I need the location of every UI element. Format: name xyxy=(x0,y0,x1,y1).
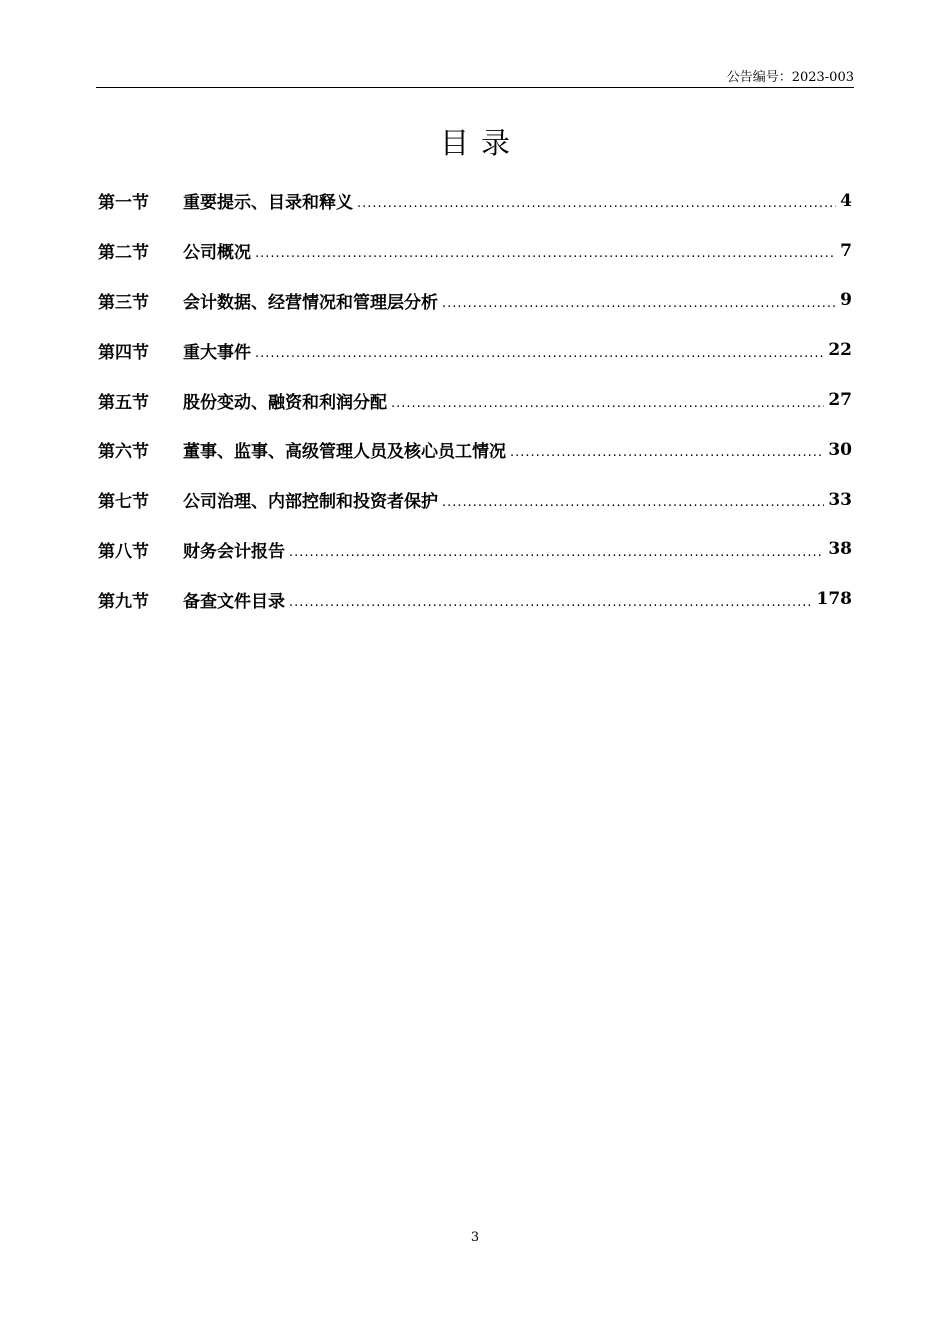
toc-entry-1[interactable] xyxy=(98,176,852,226)
toc-page-number: 4 xyxy=(840,190,852,211)
page-title: 目录 xyxy=(439,126,522,160)
toc-section: 第四节 xyxy=(98,342,149,363)
toc-page-number: 33 xyxy=(828,489,852,510)
toc-leader xyxy=(289,590,813,609)
toc-entry-8[interactable] xyxy=(98,525,852,575)
toc-section: 第三节 xyxy=(98,292,149,313)
toc-title: 董事、监事、高级管理人员及核心员工情况 xyxy=(183,442,506,463)
toc-entry-3[interactable] xyxy=(98,276,852,326)
toc-title: 会计数据、经营情况和管理层分析 xyxy=(183,292,438,313)
toc-page-number: 178 xyxy=(816,589,852,610)
toc-entry-7[interactable] xyxy=(98,475,852,525)
toc-title: 财务会计报告 xyxy=(183,541,285,562)
toc-leader xyxy=(391,391,824,410)
toc-page-number: 7 xyxy=(840,240,852,261)
toc-entry-9[interactable] xyxy=(98,574,852,624)
toc-section: 第七节 xyxy=(98,492,149,513)
toc-section: 第一节 xyxy=(98,193,149,214)
toc-page-number: 38 xyxy=(828,539,852,560)
toc-entry-5[interactable] xyxy=(98,375,852,425)
toc-page-number: 9 xyxy=(840,290,852,311)
toc-title: 股份变动、融资和利润分配 xyxy=(183,392,387,413)
toc-entry-6[interactable] xyxy=(98,425,852,475)
toc-page-number: 30 xyxy=(828,439,852,460)
toc-title: 公司治理、内部控制和投资者保护 xyxy=(183,492,438,513)
toc-entry-2[interactable] xyxy=(98,226,852,276)
toc-section: 第二节 xyxy=(98,243,149,264)
toc-entry-4[interactable] xyxy=(98,325,852,375)
toc-leader xyxy=(289,540,824,559)
announcement-number: 公告编号：2023-003 xyxy=(726,70,854,85)
table-of-contents xyxy=(98,176,852,624)
toc-leader xyxy=(510,440,824,459)
page-header xyxy=(96,66,854,88)
toc-section: 第六节 xyxy=(98,442,149,463)
toc-section: 第五节 xyxy=(98,392,149,413)
toc-leader xyxy=(442,490,824,509)
toc-page-number: 27 xyxy=(828,390,852,411)
toc-title: 公司概况 xyxy=(183,243,251,264)
toc-leader xyxy=(442,291,836,310)
toc-title: 重要提示、目录和释义 xyxy=(183,193,353,214)
toc-title: 备查文件目录 xyxy=(183,591,285,612)
toc-section: 第九节 xyxy=(98,591,149,612)
toc-leader xyxy=(357,191,836,210)
toc-section: 第八节 xyxy=(98,541,149,562)
toc-leader xyxy=(255,341,824,360)
toc-page-number: 22 xyxy=(828,340,852,361)
toc-title: 重大事件 xyxy=(183,342,251,363)
toc-leader xyxy=(255,241,836,260)
page-number: 3 xyxy=(470,1230,480,1245)
header-rule xyxy=(96,87,854,88)
